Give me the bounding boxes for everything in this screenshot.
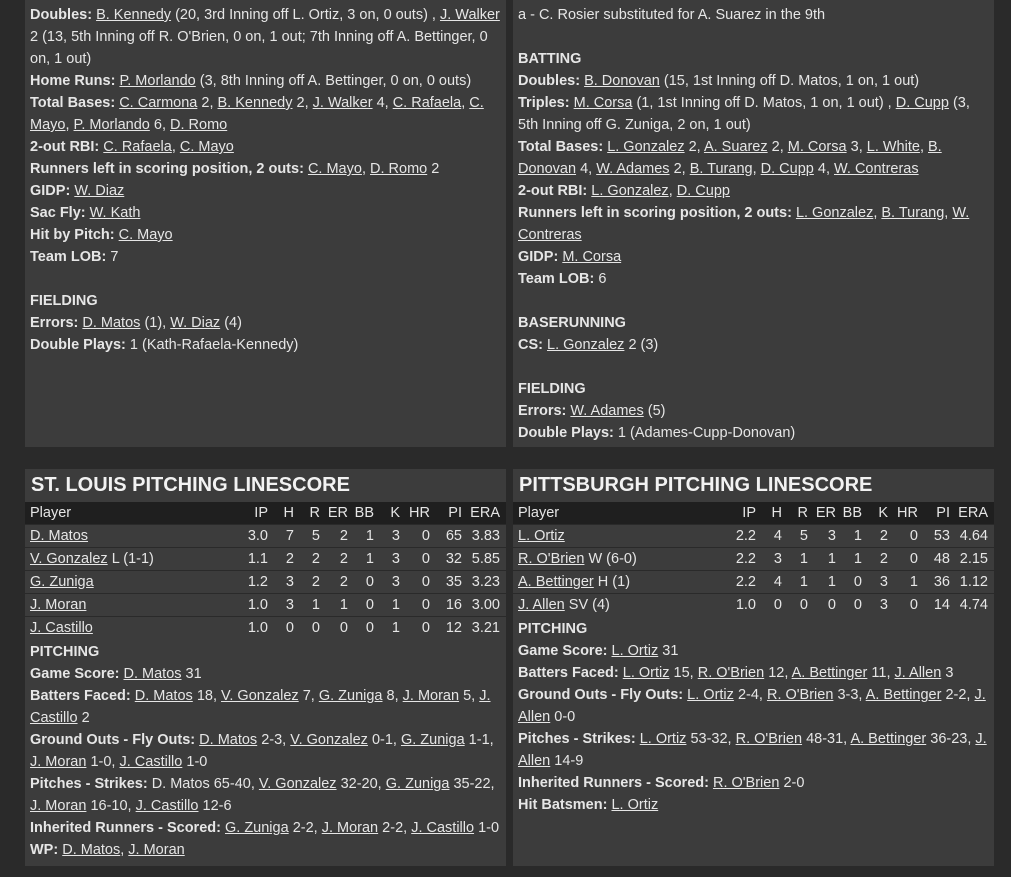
player-link[interactable]: W. Adames — [570, 403, 644, 419]
player-link[interactable]: D. Romo — [170, 117, 228, 133]
player-link[interactable]: G. Zuniga — [30, 574, 94, 590]
player-link[interactable]: V. Gonzalez — [290, 732, 368, 748]
player-link[interactable]: L. Ortiz — [518, 528, 565, 544]
pit-batting-notes-panel — [513, 0, 994, 447]
player-link[interactable]: L. Ortiz — [639, 731, 687, 747]
player-link[interactable]: L. Ortiz — [611, 643, 659, 659]
player-link[interactable]: D. Romo — [370, 161, 428, 177]
player-link[interactable]: J. Moran — [402, 688, 460, 704]
pitching-heading: PITCHING — [30, 644, 100, 660]
inherited-runners-line: Inherited Runners - Scored: G. Zuniga 2-2, J. Moran 2-2, J. Castillo 1-0 — [30, 820, 500, 836]
player-link[interactable]: P. Morlando — [73, 117, 150, 133]
pit-pitching-panel — [513, 469, 994, 866]
player-link[interactable]: D. Matos — [82, 315, 141, 331]
player-link[interactable]: R. O'Brien — [712, 775, 780, 791]
player-link[interactable]: C. Mayo — [179, 139, 234, 155]
player-link[interactable]: D. Cupp — [676, 183, 730, 199]
table-row: L. Ortiz 2.2 4 5 3 1 2 0 53 4.64 — [513, 525, 994, 548]
player-link[interactable]: D. Cupp — [895, 95, 949, 111]
hit-batsmen-line: Hit Batsmen: L. Ortiz — [518, 797, 659, 813]
batters-faced-line: Batters Faced: L. Ortiz 15, R. O'Brien 12, A. Bettinger 11, J. Allen 3 — [518, 665, 954, 681]
doubles-line: Doubles: B. Donovan (15, 1st Inning off D. Matos, 1 on, 1 out) — [518, 73, 920, 89]
stl-pitching-panel — [25, 469, 506, 866]
player-link[interactable]: B. Turang — [881, 205, 945, 221]
player-link[interactable]: J. Castillo — [30, 620, 93, 636]
player-link[interactable]: D. Matos — [134, 688, 193, 704]
player-link[interactable]: W. Diaz — [170, 315, 221, 331]
cs-line: CS: L. Gonzalez 2 (3) — [518, 337, 659, 353]
player-link[interactable]: L. Gonzalez — [547, 337, 625, 353]
player-link[interactable]: R. O'Brien — [518, 551, 585, 567]
player-link[interactable]: M. Corsa — [787, 139, 847, 155]
table-header-row: Player IP H R ER BB K HR PI ERA — [513, 502, 994, 525]
errors-line: Errors: W. Adames (5) — [518, 403, 666, 419]
player-link[interactable]: J. Allen — [518, 597, 565, 613]
player-link[interactable]: J. Castillo — [119, 754, 183, 770]
pit-pitching-table — [513, 502, 994, 616]
player-link[interactable]: J. Walker — [439, 7, 500, 23]
table-row: D. Matos 3.0 7 5 2 1 3 0 65 3.83 — [25, 525, 506, 548]
player-link[interactable]: C. Rafaela — [392, 95, 462, 111]
player-link[interactable]: W. Contreras — [518, 205, 970, 243]
gidp-line: GIDP: M. Corsa — [518, 249, 622, 265]
table-row: V. Gonzalez L (1-1) 1.1 2 2 2 1 3 0 32 5.85 — [25, 548, 506, 571]
player-link[interactable]: J. Allen — [518, 731, 987, 769]
player-link[interactable]: R. O'Brien — [735, 731, 803, 747]
go-fo-line: Ground Outs - Fly Outs: D. Matos 2-3, V. Gonzalez 0-1, G. Zuniga 1-1, J. Moran 1-0, J. Castillo 1-0 — [30, 732, 494, 770]
player-link[interactable]: D. Matos — [62, 842, 121, 858]
player-link[interactable]: A. Bettinger — [791, 665, 868, 681]
player-link[interactable]: C. Rafaela — [103, 139, 172, 155]
two-out-rbi-line: 2-out RBI: C. Rafaela, C. Mayo — [30, 139, 234, 155]
player-link[interactable]: J. Moran — [30, 754, 87, 770]
team-lob-line: Team LOB: 7 — [30, 249, 119, 265]
table-row: J. Allen SV (4) 1.0 0 0 0 0 3 0 14 4.74 — [513, 594, 994, 617]
table-row: J. Castillo 1.0 0 0 0 0 1 0 12 3.21 — [25, 617, 506, 640]
player-link[interactable]: A. Suarez — [703, 139, 768, 155]
sac-fly-line: Sac Fly: W. Kath — [30, 205, 141, 221]
player-link[interactable]: W. Contreras — [834, 161, 919, 177]
player-link[interactable]: B. Kennedy — [96, 7, 172, 23]
table-row: A. Bettinger H (1) 2.2 4 1 1 0 3 1 36 1.12 — [513, 571, 994, 594]
batters-faced-line: Batters Faced: D. Matos 18, V. Gonzalez 7, G. Zuniga 8, J. Moran 5, J. Castillo 2 — [30, 688, 491, 726]
player-link[interactable]: G. Zuniga — [400, 732, 465, 748]
double-plays-line: Double Plays: 1 (Kath-Rafaela-Kennedy) — [30, 337, 299, 353]
player-link[interactable]: L. Ortiz — [611, 797, 659, 813]
player-link[interactable]: R. O'Brien — [697, 665, 765, 681]
player-link[interactable]: L. Gonzalez — [591, 183, 669, 199]
player-link[interactable]: D. Cupp — [760, 161, 814, 177]
player-link[interactable]: J. Allen — [518, 687, 986, 725]
player-link[interactable]: R. O'Brien — [766, 687, 834, 703]
stl-batting-notes-panel — [25, 0, 506, 447]
total-bases-line: Total Bases: C. Carmona 2, B. Kennedy 2, J. Walker 4, C. Rafaela, C. Mayo, P. Morlando 6, D. Romo — [30, 95, 484, 133]
player-link[interactable]: J. Moran — [30, 798, 87, 814]
table-header-row: Player IP H R ER BB K HR PI ERA — [25, 502, 506, 525]
pitching-heading: PITCHING — [518, 621, 588, 637]
player-link[interactable]: D. Matos — [123, 666, 182, 682]
pitches-strikes-line: Pitches - Strikes: L. Ortiz 53-32, R. O'Brien 48-31, A. Bettinger 36-23, J. Allen 14-9 — [518, 731, 987, 769]
triples-line: Triples: M. Corsa (1, 1st Inning off D. Matos, 1 on, 1 out) , D. Cupp (3, 5th Inning off G. Zuniga, 2 on, 1 out) — [518, 95, 970, 133]
player-link[interactable]: V. Gonzalez — [30, 551, 108, 567]
player-link[interactable]: W. Kath — [89, 205, 141, 221]
substitution-note: a - C. Rosier substituted for A. Suarez in the 9th — [518, 7, 826, 23]
player-link[interactable]: V. Gonzalez — [258, 776, 337, 792]
player-link[interactable]: W. Adames — [596, 161, 670, 177]
player-link[interactable]: C. Carmona — [119, 95, 198, 111]
errors-line: Errors: D. Matos (1), W. Diaz (4) — [30, 315, 242, 331]
player-link[interactable]: A. Bettinger — [865, 687, 942, 703]
fielding-heading: FIELDING — [518, 381, 586, 397]
player-link[interactable]: L. Gonzalez — [607, 139, 685, 155]
player-link[interactable]: G. Zuniga — [224, 820, 289, 836]
go-fo-line: Ground Outs - Fly Outs: L. Ortiz 2-4, R. O'Brien 3-3, A. Bettinger 2-2, J. Allen 0-0 — [518, 687, 986, 725]
game-score-line: Game Score: D. Matos 31 — [30, 666, 202, 682]
player-link[interactable]: B. Turang — [689, 161, 753, 177]
player-link[interactable]: A. Bettinger — [850, 731, 927, 747]
player-link[interactable]: L. Ortiz — [622, 665, 670, 681]
total-bases-line: Total Bases: L. Gonzalez 2, A. Suarez 2, M. Corsa 3, L. White, B. Donovan 4, W. Adames 2, B. Turang, D. Cupp 4, W. Contreras — [518, 139, 942, 177]
table-row: G. Zuniga 1.2 3 2 2 0 3 0 35 3.23 — [25, 571, 506, 594]
player-link[interactable]: M. Corsa — [562, 249, 622, 265]
baserunning-heading: BASERUNNING — [518, 315, 626, 331]
game-score-line: Game Score: L. Ortiz 31 — [518, 643, 679, 659]
fielding-heading: FIELDING — [30, 293, 98, 309]
inherited-runners-line: Inherited Runners - Scored: R. O'Brien 2-0 — [518, 775, 805, 791]
player-link[interactable]: D. Matos — [199, 732, 258, 748]
player-link[interactable]: C. Mayo — [307, 161, 362, 177]
player-link[interactable]: J. Allen — [894, 665, 942, 681]
player-link[interactable]: P. Morlando — [119, 73, 196, 89]
stl-pitching-title: ST. LOUIS PITCHING LINESCORE — [31, 474, 350, 496]
double-plays-line: Double Plays: 1 (Adames-Cupp-Donovan) — [518, 425, 796, 441]
player-link[interactable]: B. Donovan — [584, 73, 660, 89]
player-link[interactable]: C. Mayo — [30, 95, 484, 133]
player-link[interactable]: L. Ortiz — [687, 687, 734, 703]
doubles-line: Doubles: B. Kennedy (20, 3rd Inning off L. Ortiz, 3 on, 0 outs) , J. Walker 2 (13, 5th Inning off R. O'Brien, 0 on, 1 out; 7th Inning off A. Bettinger, 0 on, 1 out) — [30, 7, 500, 67]
risp-line: Runners left in scoring position, 2 outs: C. Mayo, D. Romo 2 — [30, 161, 440, 177]
player-link[interactable]: J. Moran — [30, 597, 87, 613]
home-runs-line: Home Runs: P. Morlando (3, 8th Inning off A. Bettinger, 0 on, 0 outs) — [30, 73, 472, 89]
batting-heading: BATTING — [518, 51, 582, 67]
player-link[interactable]: B. Kennedy — [217, 95, 293, 111]
wild-pitch-line: WP: D. Matos, J. Moran — [30, 842, 185, 858]
team-lob-line: Team LOB: 6 — [518, 271, 607, 287]
player-link[interactable]: W. Diaz — [74, 183, 125, 199]
player-link[interactable]: J. Castillo — [411, 820, 475, 836]
player-link[interactable]: M. Corsa — [573, 95, 633, 111]
table-row: R. O'Brien W (6-0) 2.2 3 1 1 1 2 0 48 2.15 — [513, 548, 994, 571]
stl-pitching-table — [25, 502, 506, 639]
player-link[interactable]: C. Mayo — [118, 227, 173, 243]
player-link[interactable]: J. Walker — [312, 95, 373, 111]
pit-pitching-title: PITTSBURGH PITCHING LINESCORE — [519, 474, 873, 496]
risp-line: Runners left in scoring position, 2 outs: L. Gonzalez, B. Turang, W. Contreras — [518, 205, 970, 243]
player-link[interactable]: J. Castillo — [135, 798, 199, 814]
gidp-line: GIDP: W. Diaz — [30, 183, 125, 199]
table-row: J. Moran 1.0 3 1 1 0 1 0 16 3.00 — [25, 594, 506, 617]
player-link[interactable]: B. Donovan — [518, 139, 942, 177]
player-link[interactable]: J. Moran — [321, 820, 379, 836]
player-link[interactable]: D. Matos — [30, 528, 89, 544]
player-link[interactable]: J. Castillo — [30, 688, 491, 726]
player-link[interactable]: L. Gonzalez — [795, 205, 874, 221]
player-link[interactable]: V. Gonzalez — [221, 688, 299, 704]
pitches-strikes-line: Pitches - Strikes: D. Matos 65-40, V. Gonzalez 32-20, G. Zuniga 35-22, J. Moran 16-10, J. Castillo 12-6 — [30, 776, 495, 814]
player-link[interactable]: J. Moran — [128, 842, 185, 858]
player-link[interactable]: A. Bettinger — [518, 574, 594, 590]
hbp-line: Hit by Pitch: C. Mayo — [30, 227, 173, 243]
player-link[interactable]: G. Zuniga — [385, 776, 450, 792]
two-out-rbi-line: 2-out RBI: L. Gonzalez, D. Cupp — [518, 183, 730, 199]
player-link[interactable]: L. White — [866, 139, 920, 155]
player-link[interactable]: G. Zuniga — [318, 688, 383, 704]
